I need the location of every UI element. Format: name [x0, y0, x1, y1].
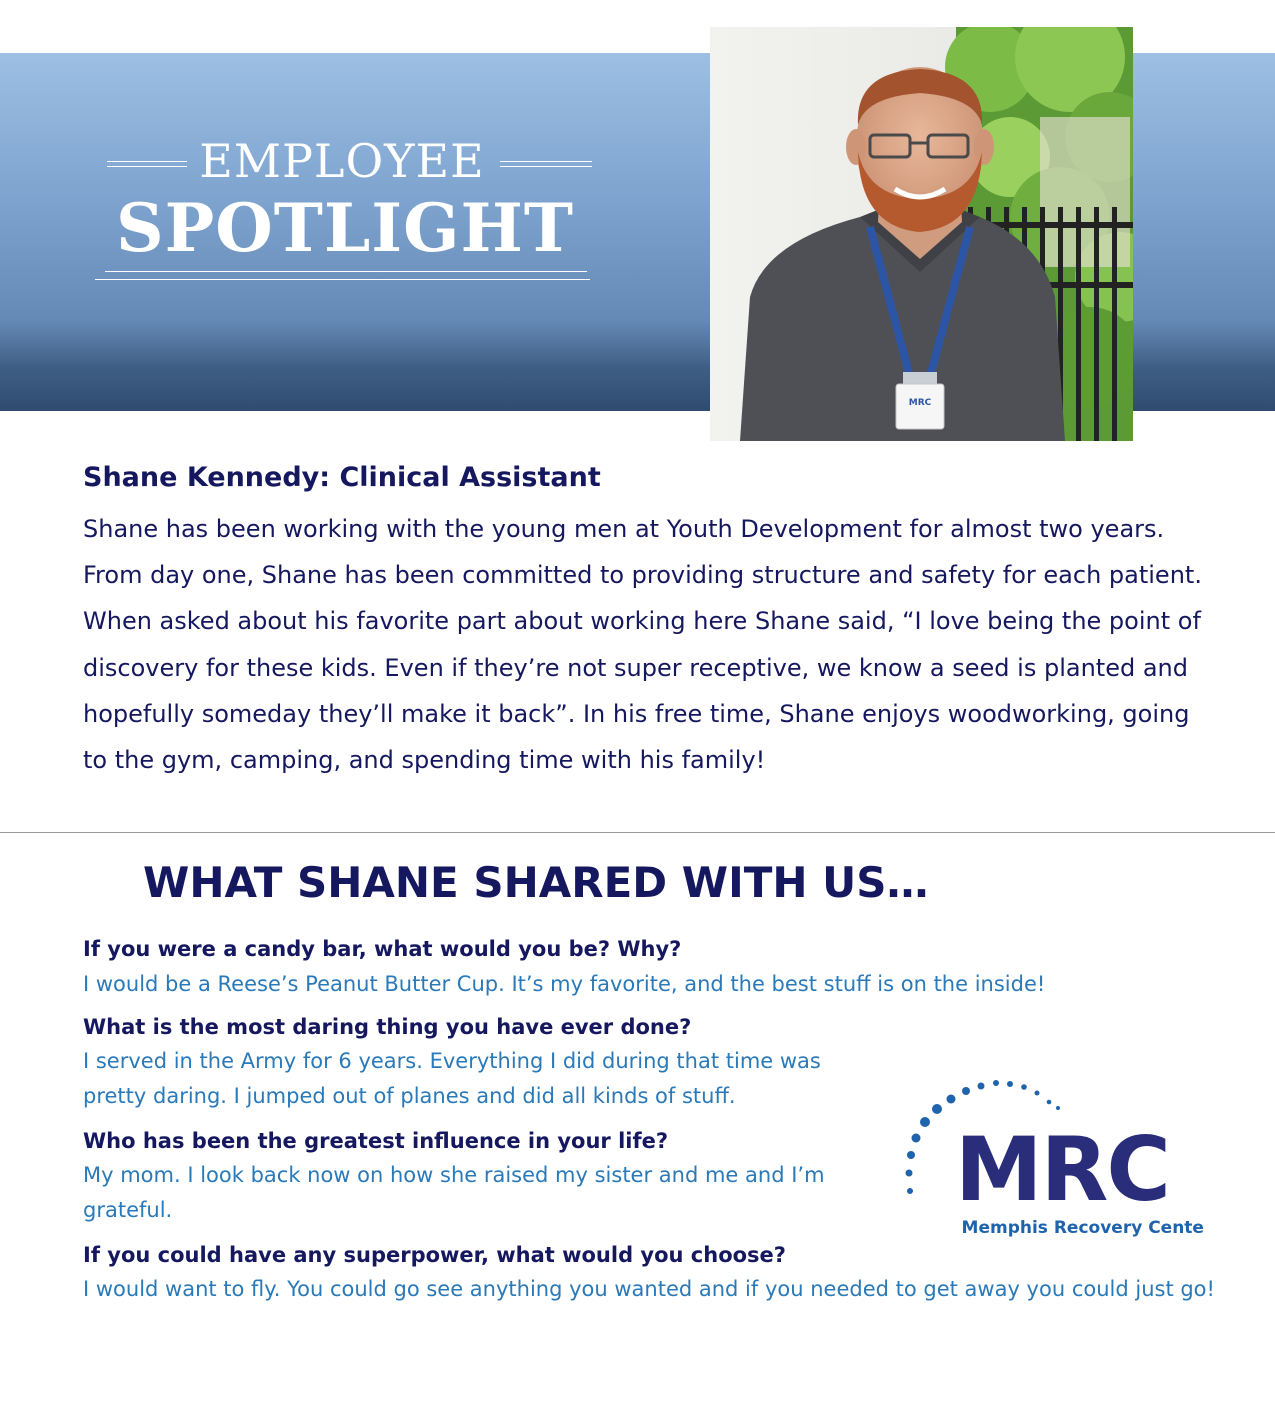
employee-bio: Shane has been working with the young men at Youth Development for almost two years. From day one, Shane has been committed to providing structure and safety for each patient. When asked about his favorite part about working here Shane said, “I love being the point of discovery for these kids. Even if they’re not super receptive, we know a seed is planted and hopefully someday they’ll make it back”. In his free time, Shane enjoys woodworking, going to the gym, camping, and spending time with his family! [83, 515, 1202, 775]
title-employee: EMPLOYEE [199, 134, 485, 188]
title-spotlight: SPOTLIGHT [115, 189, 574, 267]
employee-photo [710, 27, 1133, 441]
question-3: Who has been the greatest influence in your life? [83, 1129, 669, 1153]
answer-1: I would be a Reese’s Peanut Butter Cup. It’s my favorite, and the best stuff is on the inside! [83, 972, 1046, 996]
logo-name: Memphis Recovery Centers [961, 1218, 1205, 1238]
title-rule-top-right-2 [500, 166, 592, 167]
badge-text: MRC [908, 398, 932, 408]
title-rule-top-left [107, 161, 187, 162]
title-rule-top-right [500, 161, 592, 162]
banner-title [95, 135, 595, 290]
answer-4: I would want to fly. You could go see anything you wanted and if you needed to get away you could just go! [83, 1277, 1215, 1301]
title-rule-bottom-2 [95, 279, 590, 280]
section-divider [0, 832, 1275, 833]
answer-2: I served in the Army for 6 years. Everything I did during that time was pretty daring. I jumped out of planes and did all kinds of stuff. [83, 1049, 821, 1108]
mrc-logo [900, 1075, 1205, 1245]
question-4: If you could have any superpower, what would you choose? [83, 1243, 786, 1267]
answer-3: My mom. I look back now on how she raised my sister and me and I’m grateful. [83, 1163, 825, 1222]
title-rule-bottom [105, 271, 587, 272]
employee-name-heading: Shane Kennedy: Clinical Assistant [83, 462, 601, 493]
shared-heading: WHAT SHANE SHARED WITH US… [143, 858, 929, 907]
question-1: If you were a candy bar, what would you be? Why? [83, 937, 682, 961]
question-2: What is the most daring thing you have ever done? [83, 1015, 692, 1039]
title-rule-top-left-2 [107, 166, 187, 167]
logo-mark: MRC [955, 1118, 1169, 1221]
